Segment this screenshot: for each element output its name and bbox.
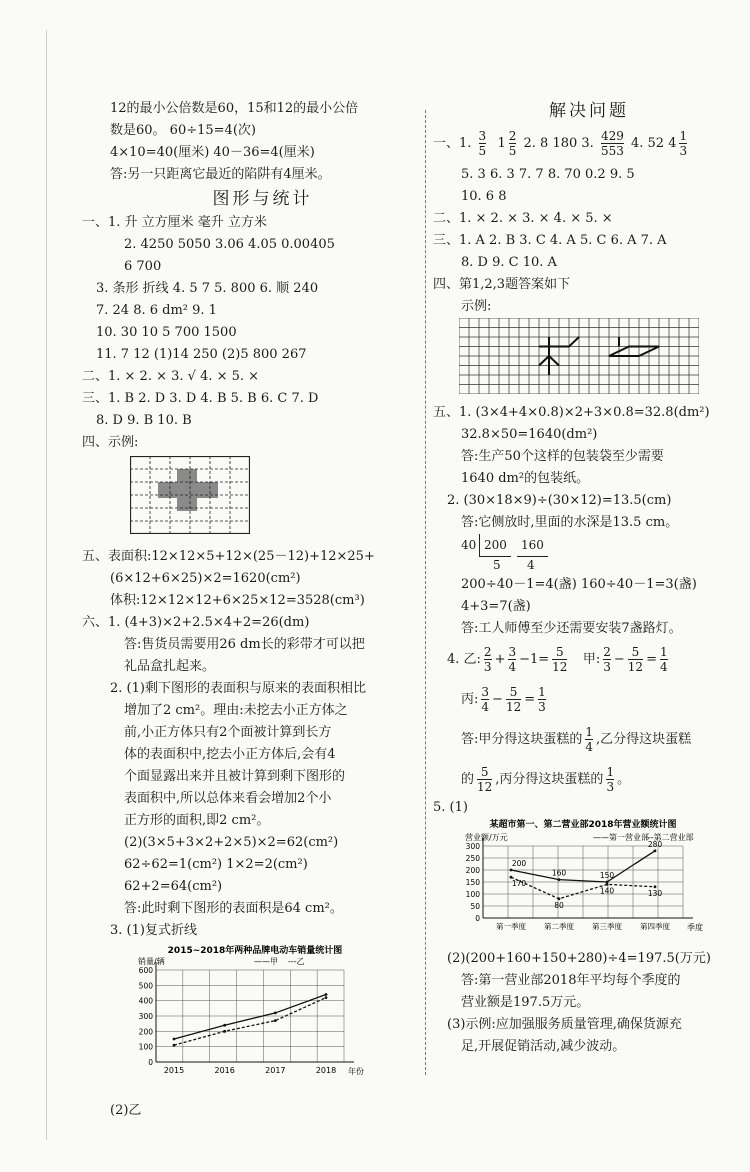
data-point xyxy=(274,1019,277,1022)
x-tick-label: 2017 xyxy=(265,1066,286,1075)
answer-line: 2. (1)剩下图形的表面积与原来的表面积相比 xyxy=(110,681,366,696)
answer-line: 四、示例: xyxy=(82,435,139,450)
answer-line: 五、1. (3×4+4×0.8)×2+3×0.8=32.8(dm²) xyxy=(433,405,710,420)
x-tick-label: 2016 xyxy=(214,1066,235,1075)
y-tick-label: 500 xyxy=(138,981,153,991)
y-tick-label: 200 xyxy=(465,866,480,875)
data-label: 150 xyxy=(599,871,615,880)
x-axis-label: 年份 xyxy=(348,1067,364,1076)
y-tick-label: 200 xyxy=(138,1027,153,1037)
answer-line: 礼品盒扎起来。 xyxy=(124,659,216,674)
data-point xyxy=(606,881,609,884)
y-axis-label: 营业额/万元 xyxy=(465,833,508,842)
chart-title: 2015~2018年两种品牌电动车销量统计图 xyxy=(167,946,343,956)
answer-line: 二、1. × 2. × 3. √ 4. × 5. × xyxy=(82,369,260,384)
sales-line-chart xyxy=(110,942,400,1092)
data-point xyxy=(223,1024,226,1027)
y-tick-label: 0 xyxy=(148,1058,153,1067)
chart-label: 5. (1) xyxy=(433,800,468,815)
answer-line: 三、1. A 2. B 3. C 4. A 5. C 6. A 7. A xyxy=(433,233,667,248)
answer-line: 2. (30×18×9)÷(30×12)=13.5(cm) xyxy=(447,493,672,508)
fraction-equation: 丙: $\frac{3}{4}$ − $\frac{5}{12}$ = $\frac{1}{3}$ xyxy=(461,685,546,714)
y-tick-label: 100 xyxy=(138,1042,153,1052)
x-tick-label: 2018 xyxy=(315,1066,337,1075)
legend-series-2: ---乙 xyxy=(288,957,305,966)
answer-line: 表面积中,所以总体来看会增加2个小 xyxy=(124,791,332,806)
intro-line: 4×10=40(厘米) 40－36=4(厘米) xyxy=(110,145,315,160)
binding-margin-line xyxy=(46,30,47,1140)
short-division: 40 200 160 5 4 xyxy=(447,534,745,574)
answer-line: 答:生产50个这样的包装袋至少需要 xyxy=(461,449,664,464)
y-tick-label: 50 xyxy=(470,902,480,911)
data-label: 200 xyxy=(511,859,527,868)
answer-line: 3. 条形 折线 4. 5 7 5. 800 6. 顺 240 xyxy=(96,281,319,296)
data-point xyxy=(223,1030,226,1033)
answer-line: 个面显露出来并且被计算到剩下图形的 xyxy=(124,769,346,784)
answer-line: (2)乙 xyxy=(110,1103,142,1118)
data-point xyxy=(173,1038,176,1041)
answer-text: 2. 8 180 3. xyxy=(523,136,594,151)
y-tick-label: 0 xyxy=(475,914,480,923)
column-divider xyxy=(425,110,426,1075)
y-tick-label: 150 xyxy=(465,878,480,887)
data-point xyxy=(606,883,609,886)
answer-line: 10. 30 10 5 700 1500 xyxy=(96,325,237,340)
answer-text: 4. 52 4 xyxy=(631,136,677,151)
answer-line: 32.8×50=1640(dm²) xyxy=(461,427,598,442)
fraction: $\frac{3}{5}$ xyxy=(478,129,487,158)
data-point xyxy=(274,1012,277,1015)
answer-line: 5. 3 6. 3 7. 7 8. 70 0.2 9. 5 xyxy=(461,167,635,182)
data-point xyxy=(558,878,561,881)
answer-line: 答:此时剩下图形的表面积是64 cm²。 xyxy=(124,901,343,916)
answer-line: 4+3=7(盏) xyxy=(461,599,531,614)
data-label: 280 xyxy=(647,839,663,849)
answer-line: 的 $\frac{5}{12}$ ,丙分得这块蛋糕的 $\frac{1}{3}$ 。 xyxy=(461,765,631,794)
answer-line: 答:工人师傅至少还需要安装7盏路灯。 xyxy=(461,621,682,636)
fraction: $\frac{2}{5}$ xyxy=(508,129,517,158)
answer-line: 62÷62=1(cm²) 1×2=2(cm²) xyxy=(124,857,308,872)
y-tick-label: 100 xyxy=(465,890,480,899)
data-label: 160 xyxy=(551,868,567,878)
data-point xyxy=(654,885,657,888)
answer-line: 11. 7 12 (1)14 250 (2)5 800 267 xyxy=(96,347,307,362)
answer-line: 五、表面积:12×12×5+12×(25－12)+12×25+ xyxy=(82,549,375,564)
answer-line: 三、1. B 2. D 3. D 4. B 5. B 6. C 7. D xyxy=(82,391,319,406)
answer-line: 10. 6 8 xyxy=(461,189,507,204)
fraction: $\frac{1}{3}$ xyxy=(679,129,688,158)
series-line-1 xyxy=(174,995,326,1039)
x-tick-label: 第三季度 xyxy=(592,922,622,931)
revenue-line-chart xyxy=(433,816,733,940)
fraction: $\frac{429}{553}$ xyxy=(600,129,624,158)
data-label: 130 xyxy=(647,888,663,898)
section-title-problem-solving: 解决问题 xyxy=(549,101,629,121)
data-point xyxy=(510,876,513,879)
data-label: 80 xyxy=(554,900,564,910)
answer-line: 正方形的面积,即2 cm²。 xyxy=(124,813,270,828)
answer-line: 200÷40－1=4(盏) 160÷40－1=3(盏) xyxy=(461,577,697,592)
answer-line: 2. 4250 5050 3.06 4.05 0.00405 xyxy=(124,237,335,252)
answer-line: (2)(3×5+3×2+2×5)×2=62(cm²) xyxy=(124,835,339,850)
data-label: 140 xyxy=(599,886,615,896)
y-tick-label: 250 xyxy=(465,854,480,863)
answer-line: 8. D 9. C 10. A xyxy=(461,255,557,270)
cross-shape-grid xyxy=(130,456,250,534)
answer-line: 足,开展促销活动,减少波动。 xyxy=(461,1039,626,1054)
legend-series-1: ——第一营业部 xyxy=(593,833,649,842)
answer-line: 1640 dm²的包装纸。 xyxy=(461,471,590,486)
data-point xyxy=(173,1044,176,1047)
answer-line: 前,小正方体只有2个面被计算到长方 xyxy=(124,725,332,740)
answer-line: 7. 24 8. 6 dm² 9. 1 xyxy=(96,303,217,318)
x-tick-label: 第四季度 xyxy=(640,922,670,931)
right-column xyxy=(433,98,745,1058)
data-label: 170 xyxy=(511,879,527,889)
intro-line: 答:另一只距离它最近的陷阱有4厘米。 xyxy=(110,167,331,182)
answer-line: 6 700 xyxy=(124,259,162,274)
answer-line: 答:售货员需要用26 dm长的彩带才可以把 xyxy=(124,637,365,652)
answer-line: 答:第一营业部2018年平均每个季度的 xyxy=(461,973,681,988)
answer-line: 体积:12×12×12+6×25×12=3528(cm³) xyxy=(110,593,365,608)
answer-line: 增加了2 cm²。理由:未挖去小正方体之 xyxy=(124,703,348,718)
section-title-graphics: 图形与统计 xyxy=(212,189,313,209)
intro-line: 12的最小公倍数是60，15和12的最小公倍 xyxy=(110,101,359,116)
x-tick-label: 第一季度 xyxy=(496,922,526,931)
answer-line: 示例: xyxy=(461,299,492,314)
answer-line: 答:甲分得这块蛋糕的 $\frac{1}{4}$ ,乙分得这块蛋糕 xyxy=(461,725,692,754)
legend-series-2: ---第二营业部 xyxy=(645,833,694,842)
data-point xyxy=(325,996,328,999)
data-point xyxy=(325,993,328,996)
answer-line: 62+2=64(cm²) xyxy=(124,879,223,894)
fraction-equation: 4. 乙: $\frac{2}{3}$ + $\frac{3}{4}$ −1= $\frac{5}{12}$ 甲: $\frac{2}{3}$ − $\frac{5}{12}$ = $\frac{1}{4}$ xyxy=(447,645,668,674)
x-axis-label: 季度 xyxy=(687,923,703,932)
y-tick-label: 300 xyxy=(465,842,480,851)
answer-line: 答:它侧放时,里面的水深是13.5 cm。 xyxy=(461,515,679,530)
data-point xyxy=(558,897,561,900)
answer-line: 体的表面积中,挖去小正方体后,会有4 xyxy=(124,747,336,762)
x-tick-label: 第二季度 xyxy=(544,922,574,931)
y-tick-label: 400 xyxy=(138,996,153,1006)
mixed-whole: 1 xyxy=(497,136,506,151)
answer-line: (6×12+6×25)×2=1620(cm²) xyxy=(110,571,301,586)
answer-line: 8. D 9. B 10. B xyxy=(96,413,192,428)
left-column xyxy=(82,98,415,1122)
y-axis-label: 销量/辆 xyxy=(138,957,165,966)
answer-line: (2)(200+160+150+280)÷4=197.5(万元) xyxy=(447,951,711,966)
series-line-2 xyxy=(174,998,326,1046)
item-number: 一、1. xyxy=(433,136,472,151)
chart-title: 某超市第一、第二营业部2018年营业额统计图 xyxy=(489,820,677,830)
answer-line-fractions xyxy=(433,124,745,164)
answer-line: 六、1. (4+3)×2+2.5×4+2=26(dm) xyxy=(82,615,310,630)
data-point xyxy=(510,869,513,872)
legend-series-1: ——甲 xyxy=(254,957,278,966)
answer-line: 二、1. × 2. × 3. × 4. × 5. × xyxy=(433,211,613,226)
y-tick-label: 300 xyxy=(138,1012,153,1021)
answer-line: 四、第1,2,3题答案如下 xyxy=(433,277,571,292)
translation-grid xyxy=(459,318,699,394)
x-tick-label: 2015 xyxy=(163,1066,185,1075)
intro-line: 数是60。 60÷15=4(次) xyxy=(110,123,256,138)
answer-line: 营业额是197.5万元。 xyxy=(461,995,590,1010)
answer-line: (3)示例:应加强服务质量管理,确保货源充 xyxy=(447,1017,682,1032)
answer-line: 3. (1)复式折线 xyxy=(110,923,197,938)
answer-line: 一、1. 升 立方厘米 毫升 立方米 xyxy=(82,215,267,230)
y-tick-label: 600 xyxy=(138,966,153,975)
data-point xyxy=(654,849,657,852)
